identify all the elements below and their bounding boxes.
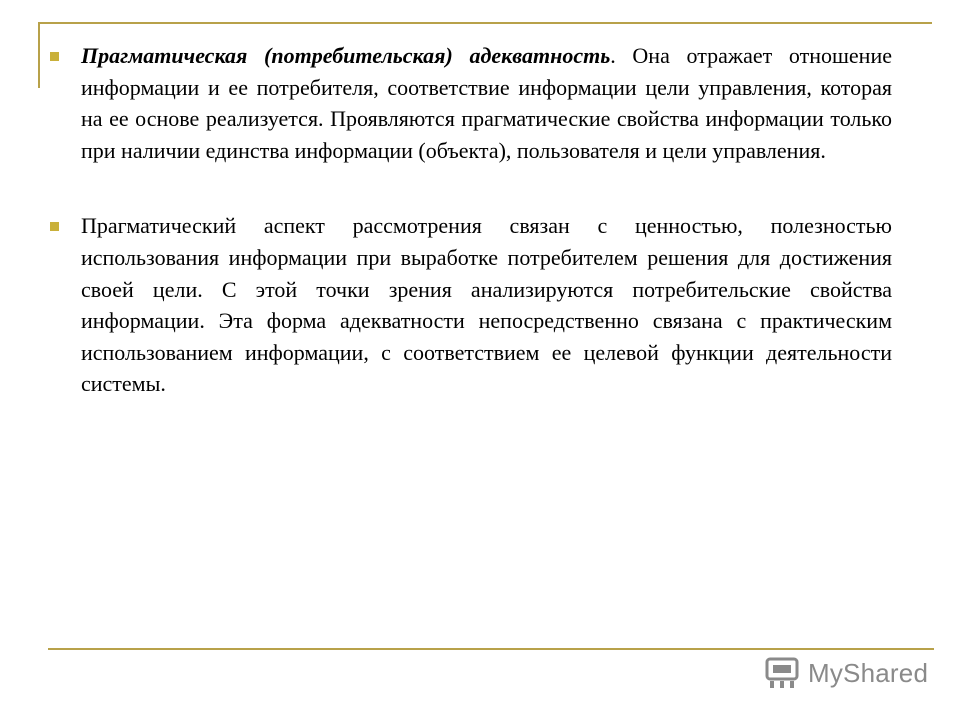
myshared-logo: [764, 656, 928, 690]
paragraph-2: [81, 210, 892, 400]
bullet-item-2: [50, 210, 892, 400]
paragraph-2-body: Прагматический аспект рассмотрения связан с ценностью, полезностью использования информации при выработке потребителем решения для достижения своей цели. С этой точки зрения анализируются потребительские свойства информации. Эта форма адекватности непосредственно связана с практическим использованием информации, с соответствием ее целевой функции деятельности системы.: [81, 213, 892, 397]
paragraph-1: [81, 40, 892, 166]
bullet-item-1: [50, 40, 892, 166]
square-bullet-icon: [50, 222, 59, 231]
left-rule: [38, 22, 40, 88]
paragraph-1-body: . Она отражает отношение информации и ее потребителя, соответствие информации цели управления, которая на ее основе реализуется. Проявляются прагматические свойства информации только при наличии единства информации (объекта), пользователя и цели управления.: [81, 43, 892, 163]
myshared-logo-icon: [764, 656, 802, 690]
top-rule: [38, 22, 932, 24]
slide-content: [50, 40, 892, 444]
square-bullet-icon: [50, 52, 59, 61]
paragraph-1-term: Прагматическая (потребительская) адекватность: [81, 43, 611, 68]
bottom-rule: [48, 648, 934, 650]
myshared-logo-text: MyShared: [808, 657, 929, 688]
